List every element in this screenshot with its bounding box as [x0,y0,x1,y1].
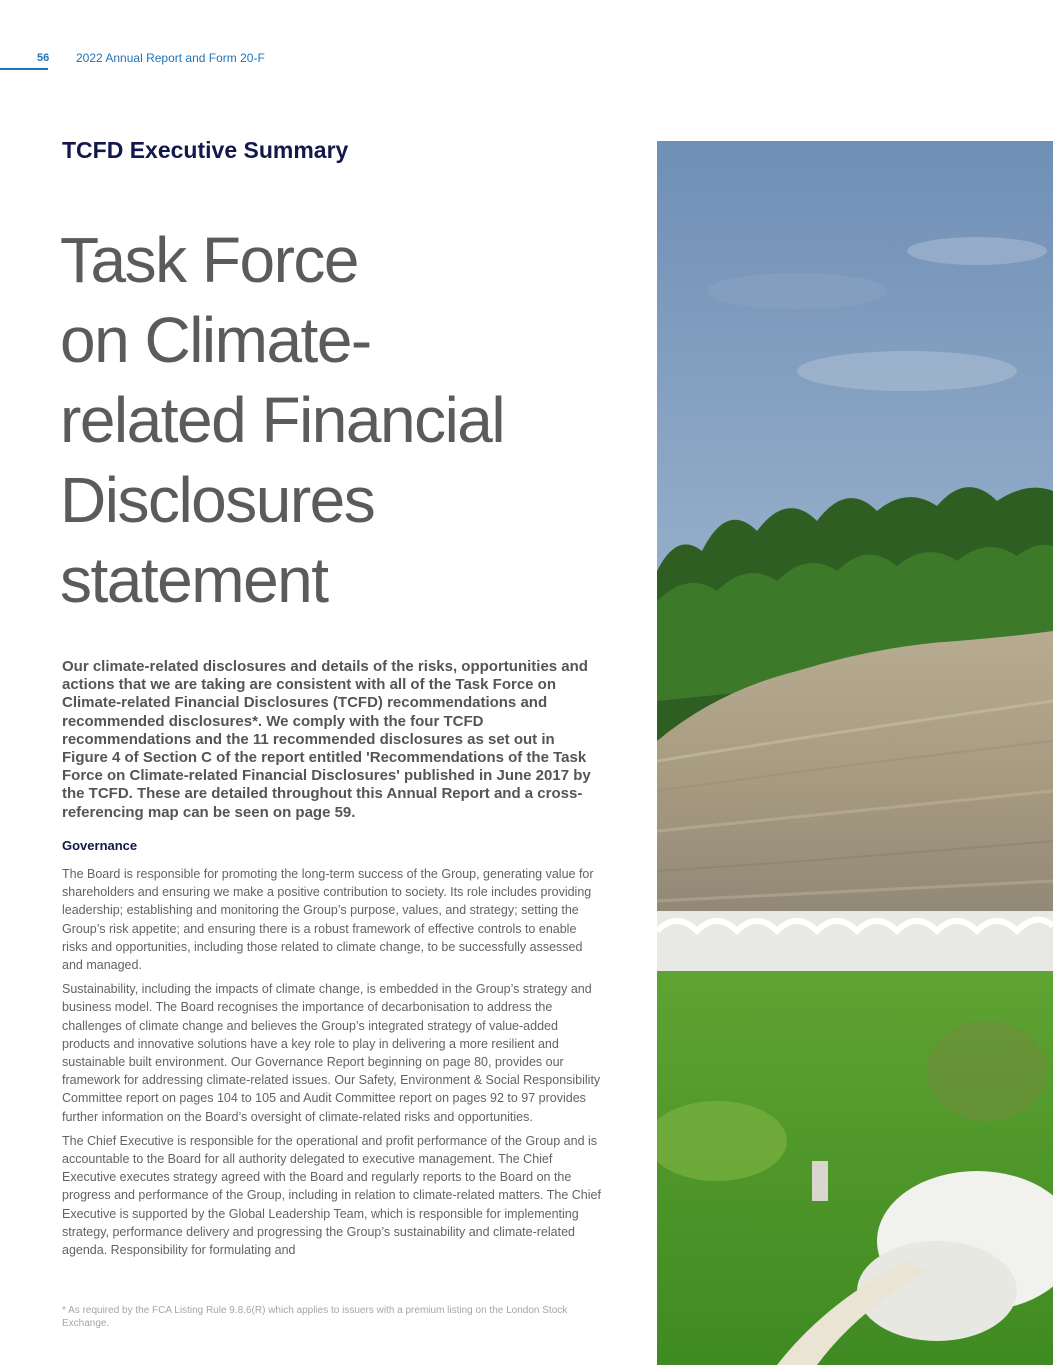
governance-paragraph: Sustainability, including the impacts of climate change, is embedded in the Group’s strategy and business model. The Board recognises the importance of decarbonisation to address the challenges of climate change and believes the Group’s integrated strategy of value-added products and innovative solutions have a key role to play in delivering a more resilient and sustainable built environment. Our Governance Report beginning on page 80, provides our framework for addressing climate-related issues. Our Safety, Environment & Social Responsibility Committee report on pages 104 to 105 and Audit Committee report on pages 92 to 97 provides further information on the Board’s oversight of climate-related risks and opportunities. [62,982,601,1124]
governance-body [62,865,602,1265]
governance-paragraph: The Board is responsible for promoting the long-term success of the Group, generating value for shareholders and ensuring we make a positive contribution to society. Its role includes providing leadership; establishing and monitoring the Group’s purpose, values, and strategy; setting the Group’s risk appetite; and ensuring there is a robust framework of effective controls to enable risks and opportunities, including those related to climate change, to be successfully assessed and managed. [62,867,594,973]
page-number: 56 [37,52,50,64]
footnote: * As required by the FCA Listing Rule 9.8.6(R) which applies to issuers with a premium listing on the London Stock Exchange. [62,1305,568,1329]
main-title [60,220,620,620]
main-title-line: on Climate- [60,304,371,376]
main-title-line: statement [60,544,328,616]
section-title: TCFD Executive Summary [62,137,349,163]
governance-heading: Governance [62,838,138,853]
running-title: 2022 Annual Report and Form 20-F [76,51,265,65]
main-title-line: Disclosures [60,464,375,536]
intro-paragraph: Our climate-related disclosures and details of the risks, opportunities and actions that we are taking are consistent with all of the Task Force on Climate-related Financial Disclosures (TCFD) recommendations and recommended disclosures*. We comply with the four TCFD recommendations and the 11 recommended disclosures as set out in Figure 4 of Section C of the report entitled 'Recommendations of the Task Force on Climate-related Financial Disclosures' published in June 2017 by the TCFD. These are detailed throughout this Annual Report and a cross-referencing map can be seen on page 59. [62,658,591,821]
landscape-photo [657,141,1053,1365]
main-title-line: Task Force [60,224,358,296]
main-title-line: related Financial [60,384,505,456]
page-number-rule [0,68,48,70]
governance-paragraph: The Chief Executive is responsible for the operational and profit performance of the Group and is accountable to the Board for all authority delegated to executive management. The Chief Executive executes strategy agreed with the Board and regularly reports to the Board on the progress and performance of the Group, including in relation to climate-related matters. The Chief Executive is supported by the Global Leadership Team, which is responsible for implementing strategy, performance delivery and progressing the Group’s sustainability and climate-related agenda. Responsibility for formulating and [62,1133,601,1258]
